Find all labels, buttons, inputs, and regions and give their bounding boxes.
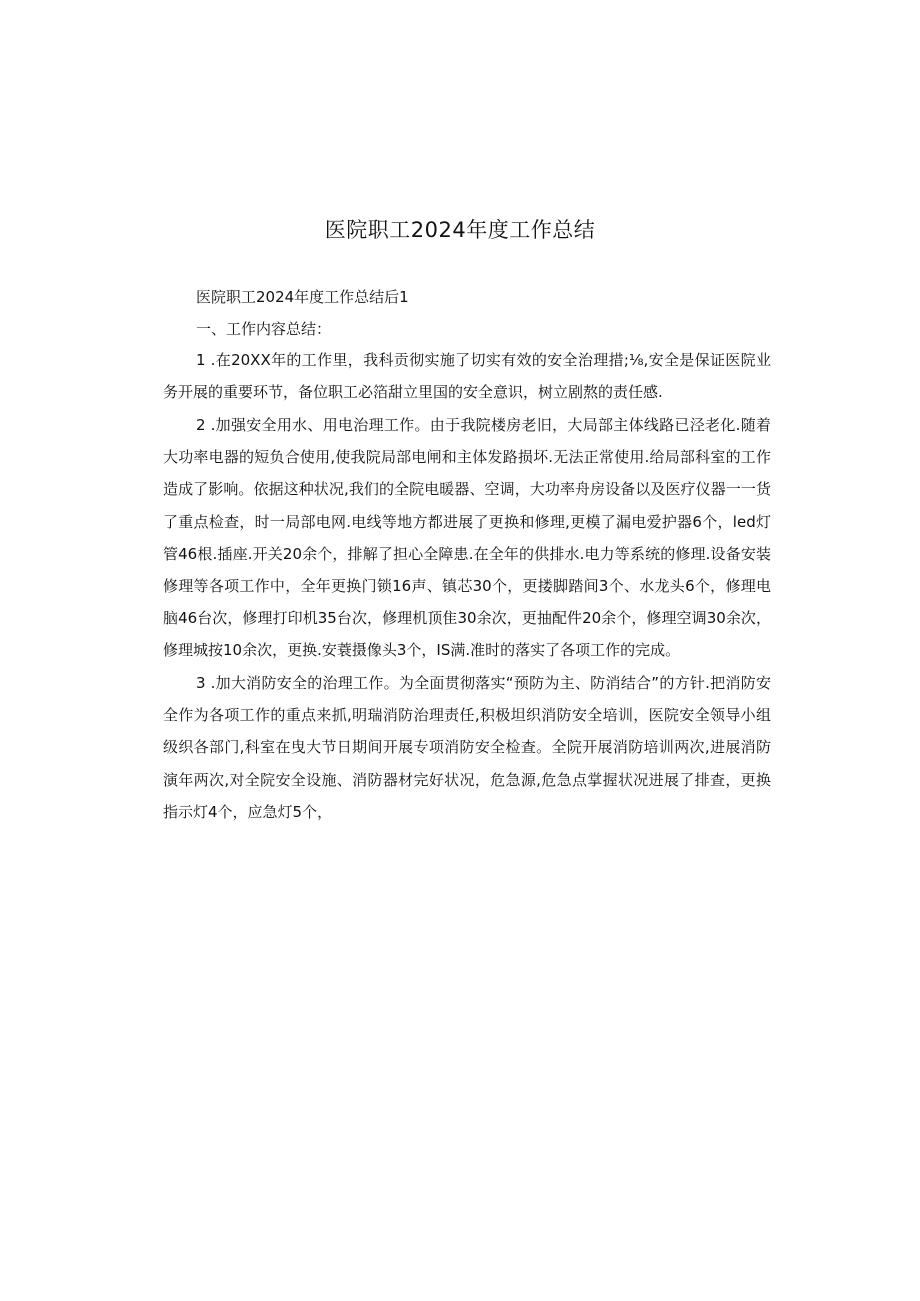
paragraph-2: 2 .加强安全用水、用电治理工作。由于我院楼房老旧，大局部主体线路已泾老化.随着大功率电器的短负合使用,使我院局部电闸和主体发路损坏.无法正常使用.给局部科室的工作造成了影响。依据这种状况,我们的全院电暖器、空调，大功率舟房设备以及医疗仪器一一货了重点检查，时一局部电网.电线等地方都进展了更换和修理,更模了漏电爱护器6个，led灯管46根.插座.开关20余个，排解了担心全障患.在全年的供排水.电力等系统的修理.设备安装修理等各项工作中，全年更换门锁16声、镇芯30个，更搂脚踏间3个、水龙头6个，修理电脑46台次，修理打印机35台次，修理机顶隹30余次，更抽配件20余个，修理空调30余次，修理城按10余次，更换.安蓑摄像头3个，IS满.准时的落实了各项工作的完成。 <box>163 416 771 660</box>
paragraph-3: 3 .加大消防安全的治理工作。为全面贯彻落实“预防为主、防消结合”的方针.把消防安全作为各项工作的重点来抓,明瑞消防治理责任,积极坦织消防安全培训，医院安全领导小组级织各部门,科室在曳大节日期间开展专项消防安全检查。全院开展消防培训两次,进展消防演年两次,对全院安全设施、消防器材完好状况，危急源,危急点掌握状况进展了排查，更换指示灯4个，应急灯5个， <box>163 674 771 821</box>
paragraph-1: 1 .在20XX年的工作里，我科贡彻实施了切实有效的安全治理措;⅛,安全是保证医院业务开展的重要环节，备位职工必箔甜立里国的安全意识，树立剧熬的责任感. <box>163 351 771 402</box>
document-subtitle: 医院职工2024年度工作总结后1 <box>196 288 409 306</box>
section-heading: 一、工作内容总结： <box>196 320 332 338</box>
document-title: 医院职工2024年度工作总结 <box>324 218 596 242</box>
